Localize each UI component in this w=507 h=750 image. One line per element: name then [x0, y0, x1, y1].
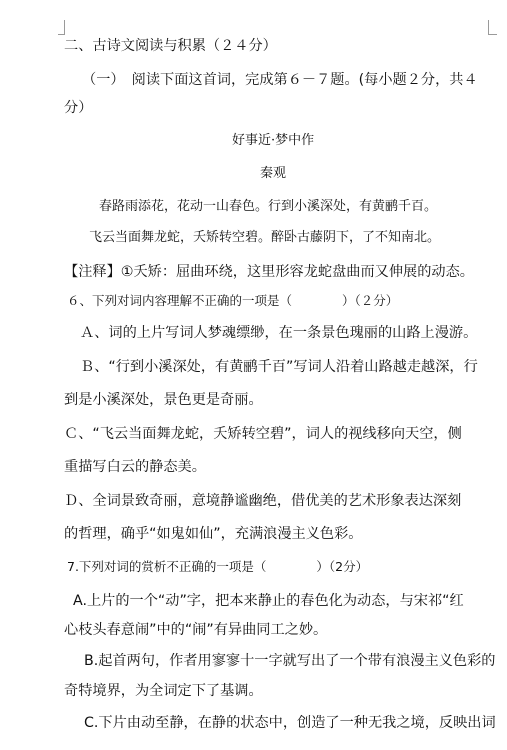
poem-line-2: 飞云当面舞龙蛇，夭矫转空碧。醉卧古藤阴下，了不知南北。 [89, 230, 441, 245]
poem-line-1: 春路雨添花，花动一山春色。行到小溪深处，有黄鹂千百。 [99, 199, 438, 214]
question-6-option-b-continued: 到是小溪深处，景色更是奇丽。 [64, 392, 263, 408]
poem-title: 好事近·梦中作 [232, 133, 315, 148]
part-one-instruction: （一） 阅读下面这首词，完成第６－７题。(每小题２分，共４ [82, 72, 478, 88]
question-6-option-a: Ａ、词的上片写词人梦魂缥缈，在一条景色瑰丽的山路上漫游。 [80, 325, 478, 341]
question-7-option-a-continued: 心枝头春意闹”中的“闹”有异曲同工之妙。 [64, 622, 328, 638]
question-7-option-a: A.上片的一个“动”字，把本来静止的春色化为动态，与宋祁“红 [73, 593, 464, 609]
section-title: 二、古诗文阅读与积累（２４分） [64, 38, 277, 54]
poem-author: 秦观 [260, 166, 287, 181]
question-6-option-b: Ｂ、“行到小溪深处，有黄鹂千百”写词人沿着山路越走越深，行 [80, 359, 478, 375]
question-7-option-c: C.下片由动至静，在静的状态中，创造了一种无我之境，反映出词 [84, 715, 496, 731]
page-corner-mark-right [488, 20, 497, 35]
question-6-option-c-continued: 重描写白云的静态美。 [64, 459, 206, 475]
annotation-note: 【注释】①夭矫：屈曲环绕，这里形容龙蛇盘曲而又伸展的动态。 [64, 264, 474, 280]
question-6-option-c: Ｃ、“飞云当面舞龙蛇，夭矫转空碧”，词人的视线移向天空，侧 [64, 426, 462, 442]
question-6-stem: ６、下列对词内容理解不正确的一项是（ ）（２分） [67, 293, 399, 308]
question-7-option-b: B.起首两句，作者用寥寥十一字就写出了一个带有浪漫主义色彩的 [84, 653, 496, 669]
question-6-option-d-continued: 的哲理，确乎“如鬼如仙”，充满浪漫主义色彩。 [64, 526, 363, 542]
part-one-instruction-continued: 分） [64, 100, 93, 116]
question-7-option-b-continued: 奇特境界，为全词定下了基调。 [64, 683, 263, 699]
question-6-option-d: Ｄ、全词景致奇丽，意境静谧幽绝，借优美的艺术形象表达深刻 [64, 493, 462, 509]
question-7-stem: 7.下列对词的赏析不正确的一项是（ ）（2分） [67, 559, 369, 574]
page-corner-mark-left [58, 20, 65, 35]
